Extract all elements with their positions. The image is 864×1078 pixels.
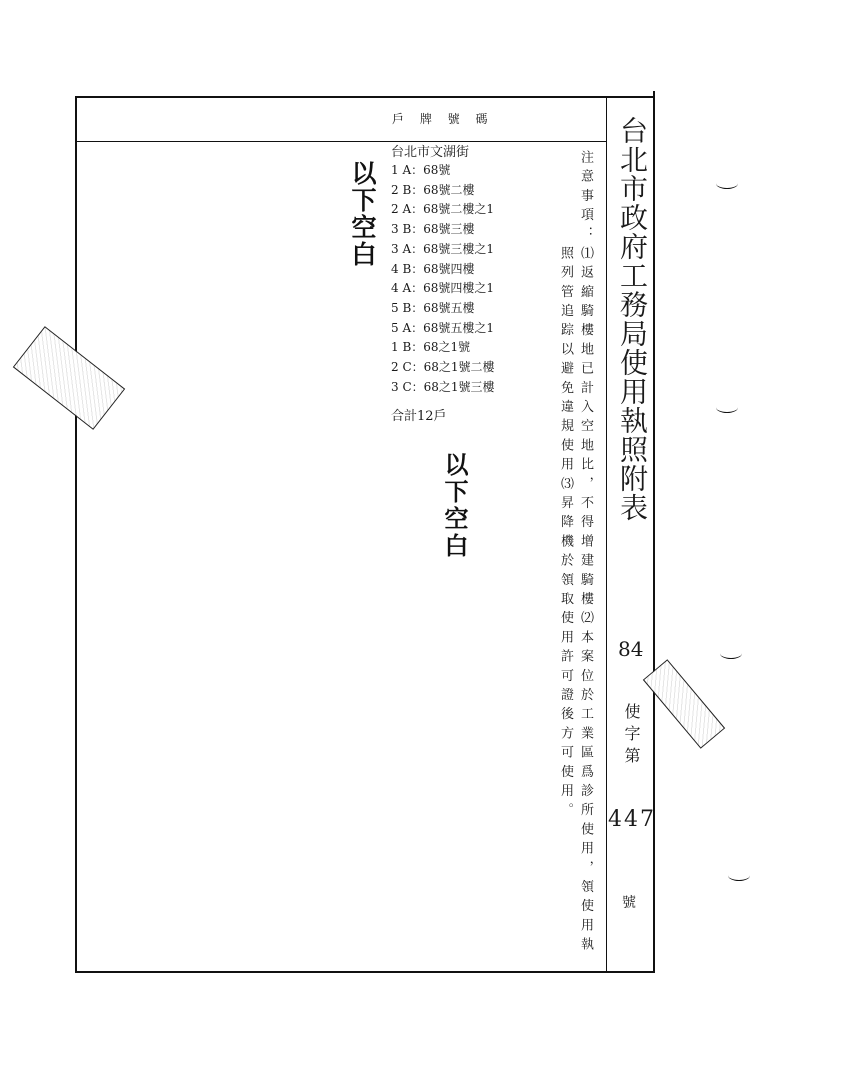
- handwritten-blank-note: 以下空白: [348, 160, 377, 268]
- street-name: 台北市文湖街: [391, 145, 470, 160]
- unit-total: 合計12戶: [391, 409, 447, 425]
- address-block: [391, 144, 571, 424]
- license-suffix: 號: [622, 895, 636, 911]
- door-number-header: 戶 牌 號 碼: [392, 112, 494, 126]
- list-item: 3 C：68之1號三樓: [391, 379, 495, 394]
- binder-mark: [716, 178, 738, 189]
- frame-left-border: [75, 96, 77, 972]
- license-number: 447: [608, 807, 656, 832]
- binder-mark: [720, 648, 742, 659]
- page-title: 台北市政府工務局使用執照附表: [616, 116, 649, 522]
- list-item: 3 A：68號三樓之1: [391, 241, 495, 256]
- frame-right-border: [653, 91, 655, 972]
- list-item: 3 B：68號三樓: [391, 222, 475, 237]
- list-item: 2 A：68號二樓之1: [391, 202, 495, 217]
- binder-mark: [716, 402, 738, 413]
- seal-stamp-left: [13, 326, 125, 430]
- notes-column-1: 注意事項：⑴返縮騎樓地已計入空地比，不得增建騎樓⑵本案位於工業區爲診所使用，領使用執: [578, 150, 593, 957]
- header-divider: [75, 141, 607, 142]
- frame-top-border: [75, 96, 655, 98]
- handwritten-blank-note: 以下空白: [440, 452, 469, 560]
- license-number-prefix: 84: [618, 637, 644, 661]
- list-item: 5 B：68號五樓: [391, 300, 475, 315]
- list-item: 1 A：68號: [391, 163, 451, 177]
- license-label: 使字第: [622, 703, 641, 769]
- list-item: 4 B：68號四樓: [391, 261, 475, 276]
- frame-bottom-border: [75, 971, 655, 973]
- list-item: 2 C：68之1號二樓: [391, 360, 495, 375]
- list-item: 4 A：68號四樓之1: [391, 281, 495, 296]
- seal-stamp-right: [643, 659, 725, 749]
- list-item: 1 B：68之1號: [391, 340, 471, 355]
- notes-column-2: 照列管追踪以避免違規使用⑶昇降機於領取使用許可證後方可使用。: [558, 246, 573, 822]
- binder-mark: [728, 870, 750, 881]
- title-column-divider: [606, 96, 607, 972]
- unit-list: [391, 161, 571, 397]
- list-item: 2 B：68號二樓: [391, 182, 475, 197]
- list-item: 5 A：68號五樓之1: [391, 320, 495, 335]
